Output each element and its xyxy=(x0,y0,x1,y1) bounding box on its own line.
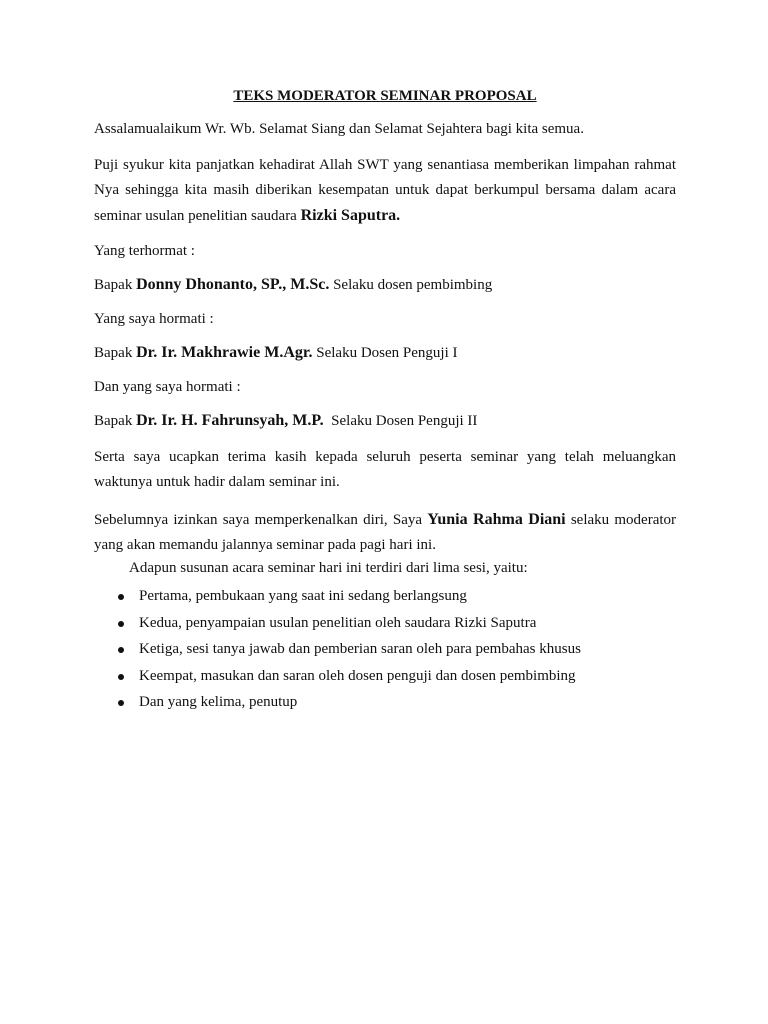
advisor-prefix: Bapak xyxy=(94,277,133,293)
list-item xyxy=(94,639,676,659)
session-text: Dan yang kelima, penutup xyxy=(139,694,298,710)
session-list xyxy=(94,586,676,712)
bullet-icon xyxy=(118,647,124,653)
respected-line-3: Dan yang saya hormati : xyxy=(94,379,241,395)
intro-text: Puji syukur kita panjatkan kehadirat Allah SWT yang senantiasa memberikan limpahan rahmat Nya sehingga kita masih diberikan kesempatan untuk dapat berkumpul bersama dalam acara seminar usulan penelitian saudara xyxy=(94,157,676,224)
examiner-1-role: Selaku Dosen Penguji I xyxy=(316,345,458,361)
examiner-2-role: Selaku Dosen Penguji II xyxy=(331,413,478,429)
thanks-paragraph: Serta saya ucapkan terima kasih kepada seluruh peserta seminar yang telah meluangkan waktunya untuk hadir dalam seminar ini. xyxy=(94,449,676,490)
presenter-name: Rizki Saputra. xyxy=(300,207,401,224)
list-item xyxy=(94,586,676,606)
self-intro-before: Sebelumnya izinkan saya memperkenalkan diri, Saya xyxy=(94,512,423,528)
examiner-1-prefix: Bapak xyxy=(94,345,133,361)
bullet-icon xyxy=(118,621,124,627)
examiner-1-name: Dr. Ir. Makhrawie M.Agr. xyxy=(136,344,313,361)
examiner-1-line xyxy=(94,343,676,363)
self-intro-paragraph xyxy=(94,507,676,558)
bullet-icon xyxy=(118,674,124,680)
list-item xyxy=(94,692,676,712)
bullet-icon xyxy=(118,594,124,600)
self-intro-after: selaku moderator yang akan memandu jalannya seminar pada pagi hari ini. xyxy=(94,512,677,553)
list-item xyxy=(94,666,676,686)
session-text: Keempat, masukan dan saran oleh dosen penguji dan dosen pembimbing xyxy=(139,667,576,684)
intro-paragraph xyxy=(94,153,676,229)
document-content xyxy=(94,86,676,719)
session-text: Ketiga, sesi tanya jawab dan pemberian saran oleh para pembahas khusus xyxy=(139,641,581,657)
document-title: TEKS MODERATOR SEMINAR PROPOSAL xyxy=(233,88,537,104)
moderator-name: Yunia Rahma Diani xyxy=(427,511,566,528)
session-text: Kedua, penyampaian usulan penelitian oleh saudara Rizki Saputra xyxy=(139,614,537,631)
advisor-role: Selaku dosen pembimbing xyxy=(333,277,493,293)
advisor-line xyxy=(94,275,676,295)
examiner-2-line xyxy=(94,411,676,431)
examiner-2-prefix: Bapak xyxy=(94,413,133,429)
advisor-name: Donny Dhonanto, SP., M.Sc. xyxy=(136,276,330,293)
list-item xyxy=(94,613,676,633)
agenda-intro: Adapun susunan acara seminar hari ini terdiri dari lima sesi, yaitu: xyxy=(129,560,528,576)
bullet-icon xyxy=(118,700,124,706)
respected-line-1: Yang terhormat : xyxy=(94,243,195,259)
respected-line-2: Yang saya hormati : xyxy=(94,311,214,327)
session-text: Pertama, pembukaan yang saat ini sedang berlangsung xyxy=(139,588,467,604)
greeting-paragraph: Assalamualaikum Wr. Wb. Selamat Siang dan Selamat Sejahtera bagi kita semua. xyxy=(94,121,584,137)
examiner-2-name: Dr. Ir. H. Fahrunsyah, M.P. xyxy=(136,412,324,429)
